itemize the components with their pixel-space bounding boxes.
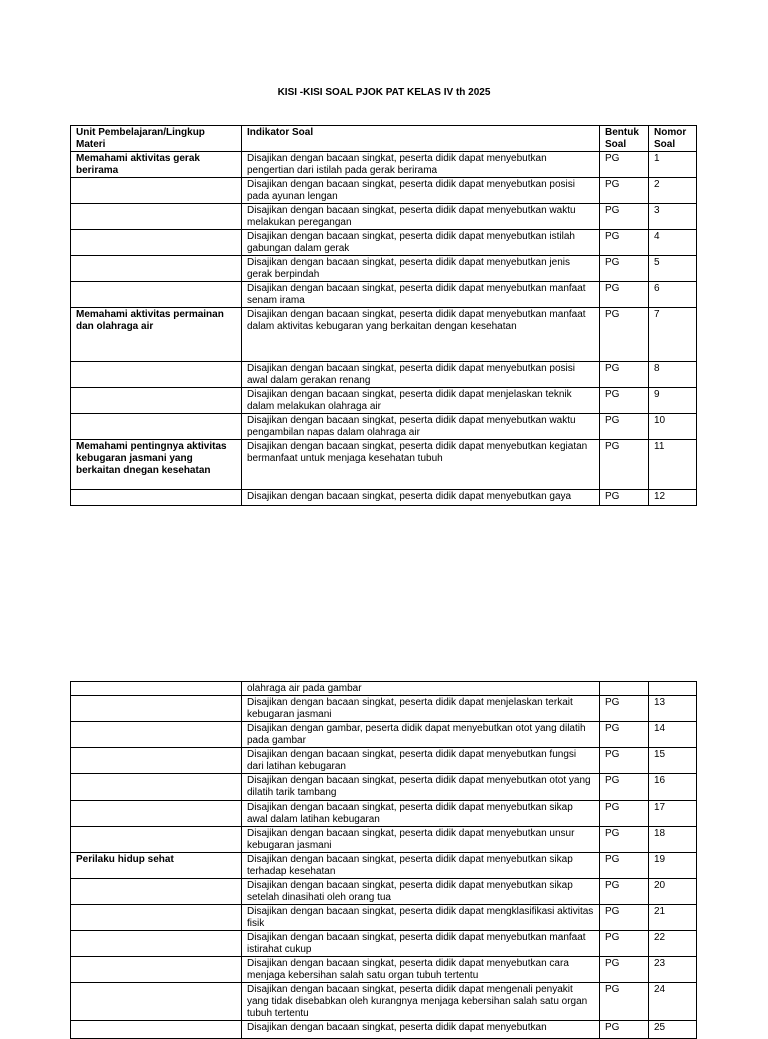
table-body-page-1 [71,152,697,506]
indikator-cell: Disajikan dengan bacaan singkat, peserta didik dapat menyebutkan sikap awal dalam latihan kebugaran [242,801,600,827]
bentuk-cell: PG [600,256,649,282]
table-row [71,827,697,853]
nomor-cell: 13 [649,696,697,722]
table-row [71,853,697,879]
unit-cell [71,722,242,748]
table-row [71,722,697,748]
nomor-cell: 22 [649,931,697,957]
unit-cell [71,801,242,827]
unit-cell [71,983,242,1021]
indikator-cell: Disajikan dengan bacaan singkat, peserta didik dapat menjelaskan terkait kebugaran jasmani [242,696,600,722]
bentuk-cell: PG [600,722,649,748]
bentuk-cell: PG [600,774,649,801]
indikator-cell: Disajikan dengan bacaan singkat, peserta didik dapat menyebutkan manfaat dalam aktivitas kebugaran yang berkaitan dengan kesehatan [242,308,600,362]
bentuk-cell: PG [600,827,649,853]
bentuk-cell: PG [600,490,649,506]
indikator-cell: Disajikan dengan bacaan singkat, peserta didik dapat menyebutkan [242,1021,600,1039]
header-nomor: Nomor Soal [649,126,697,152]
unit-cell: Memahami aktivitas permainan dan olahraga air [71,308,242,362]
nomor-cell: 24 [649,983,697,1021]
bentuk-cell: PG [600,957,649,983]
unit-cell [71,178,242,204]
bentuk-cell: PG [600,853,649,879]
nomor-cell: 17 [649,801,697,827]
table-row [71,388,697,414]
unit-cell: Memahami aktivitas gerak berirama [71,152,242,178]
indikator-cell: Disajikan dengan bacaan singkat, peserta didik dapat menyebutkan sikap setelah dinasihati oleh orang tua [242,879,600,905]
indikator-cell: Disajikan dengan bacaan singkat, peserta didik dapat mengklasifikasi aktivitas fisik [242,905,600,931]
unit-cell [71,388,242,414]
bentuk-cell: PG [600,696,649,722]
indikator-cell: Disajikan dengan bacaan singkat, peserta didik dapat menjelaskan teknik dalam melakukan olahraga air [242,388,600,414]
unit-cell [71,414,242,440]
header-indikator: Indikator Soal [242,126,600,152]
nomor-cell: 15 [649,748,697,774]
table-row [71,230,697,256]
unit-cell [71,774,242,801]
table-row [71,440,697,490]
nomor-cell: 18 [649,827,697,853]
indikator-cell: Disajikan dengan bacaan singkat, peserta didik dapat menyebutkan posisi awal dalam gerakan renang [242,362,600,388]
bentuk-cell: PG [600,983,649,1021]
table-row [71,801,697,827]
table-body-page-2 [71,682,697,1039]
indikator-cell: Disajikan dengan bacaan singkat, peserta didik dapat menyebutkan kegiatan bermanfaat untuk menjaga kesehatan tubuh [242,440,600,490]
bentuk-cell: PG [600,152,649,178]
indikator-cell: Disajikan dengan bacaan singkat, peserta didik dapat mengenali penyakit yang tidak disebabkan oleh kurangnya menjaga kebersihan salah satu organ tubuh tertentu [242,983,600,1021]
nomor-cell: 11 [649,440,697,490]
table-row [71,983,697,1021]
table-row [71,256,697,282]
nomor-cell: 14 [649,722,697,748]
indikator-cell: Disajikan dengan bacaan singkat, peserta didik dapat menyebutkan posisi pada ayunan lengan [242,178,600,204]
kisi-kisi-table-page-1 [70,125,697,506]
document-title: KISI -KISI SOAL PJOK PAT KELAS IV th 2025 [277,87,491,98]
indikator-cell: Disajikan dengan bacaan singkat, peserta didik dapat menyebutkan waktu melakukan peregangan [242,204,600,230]
nomor-cell [649,682,697,696]
indikator-cell: olahraga air pada gambar [242,682,600,696]
unit-cell [71,682,242,696]
table-row [71,490,697,506]
table-row [71,178,697,204]
nomor-cell: 21 [649,905,697,931]
nomor-cell: 4 [649,230,697,256]
table-row [71,931,697,957]
nomor-cell: 7 [649,308,697,362]
nomor-cell: 3 [649,204,697,230]
unit-cell [71,282,242,308]
indikator-cell: Disajikan dengan bacaan singkat, peserta didik dapat menyebutkan fungsi dari latihan kebugaran [242,748,600,774]
indikator-cell: Disajikan dengan bacaan singkat, peserta didik dapat menyebutkan jenis gerak berpindah [242,256,600,282]
table-row [71,905,697,931]
bentuk-cell: PG [600,282,649,308]
bentuk-cell: PG [600,204,649,230]
unit-cell [71,256,242,282]
bentuk-cell: PG [600,440,649,490]
table-row [71,774,697,801]
table-row [71,282,697,308]
nomor-cell: 10 [649,414,697,440]
unit-cell [71,748,242,774]
unit-cell [71,879,242,905]
bentuk-cell: PG [600,748,649,774]
indikator-cell: Disajikan dengan bacaan singkat, peserta didik dapat menyebutkan manfaat senam irama [242,282,600,308]
indikator-cell: Disajikan dengan bacaan singkat, peserta didik dapat menyebutkan otot yang dilatih tarik tambang [242,774,600,801]
bentuk-cell: PG [600,879,649,905]
kisi-kisi-table-page-2 [70,681,697,1039]
nomor-cell: 5 [649,256,697,282]
bentuk-cell: PG [600,931,649,957]
table-row [71,362,697,388]
bentuk-cell: PG [600,388,649,414]
table-row [71,957,697,983]
indikator-cell: Disajikan dengan bacaan singkat, peserta didik dapat menyebutkan istilah gabungan dalam gerak [242,230,600,256]
bentuk-cell: PG [600,362,649,388]
indikator-cell: Disajikan dengan bacaan singkat, peserta didik dapat menyebutkan pengertian dari istilah pada gerak berirama [242,152,600,178]
nomor-cell: 20 [649,879,697,905]
indikator-cell: Disajikan dengan bacaan singkat, peserta didik dapat menyebutkan waktu pengambilan napas dalam olahraga air [242,414,600,440]
bentuk-cell: PG [600,308,649,362]
nomor-cell: 8 [649,362,697,388]
unit-cell [71,905,242,931]
table-header-row [71,126,697,152]
bentuk-cell: PG [600,905,649,931]
nomor-cell: 9 [649,388,697,414]
table-row [71,879,697,905]
header-unit: Unit Pembelajaran/Lingkup Materi [71,126,242,152]
nomor-cell: 19 [649,853,697,879]
nomor-cell: 6 [649,282,697,308]
table-row [71,1021,697,1039]
indikator-cell: Disajikan dengan bacaan singkat, peserta didik dapat menyebutkan sikap terhadap kesehatan [242,853,600,879]
nomor-cell: 2 [649,178,697,204]
nomor-cell: 16 [649,774,697,801]
unit-cell: Memahami pentingnya aktivitas kebugaran jasmani yang berkaitan dnegan kesehatan [71,440,242,490]
table-row [71,204,697,230]
nomor-cell: 25 [649,1021,697,1039]
table-row [71,308,697,362]
nomor-cell: 12 [649,490,697,506]
unit-cell [71,827,242,853]
bentuk-cell: PG [600,178,649,204]
indikator-cell: Disajikan dengan bacaan singkat, peserta didik dapat menyebutkan manfaat istirahat cukup [242,931,600,957]
unit-cell [71,490,242,506]
unit-cell [71,1021,242,1039]
nomor-cell: 23 [649,957,697,983]
bentuk-cell [600,682,649,696]
unit-cell [71,230,242,256]
unit-cell [71,362,242,388]
table-row [71,696,697,722]
indikator-cell: Disajikan dengan bacaan singkat, peserta didik dapat menyebutkan gaya [242,490,600,506]
table-row [71,414,697,440]
nomor-cell: 1 [649,152,697,178]
unit-cell [71,696,242,722]
bentuk-cell: PG [600,414,649,440]
table-row [71,152,697,178]
unit-cell [71,957,242,983]
indikator-cell: Disajikan dengan gambar, peserta didik dapat menyebutkan otot yang dilatih pada gambar [242,722,600,748]
bentuk-cell: PG [600,801,649,827]
bentuk-cell: PG [600,1021,649,1039]
unit-cell: Perilaku hidup sehat [71,853,242,879]
unit-cell [71,931,242,957]
bentuk-cell: PG [600,230,649,256]
table-row [71,682,697,696]
indikator-cell: Disajikan dengan bacaan singkat, peserta didik dapat menyebutkan cara menjaga kebersihan salah satu organ tubuh tertentu [242,957,600,983]
header-bentuk: Bentuk Soal [600,126,649,152]
table-row [71,748,697,774]
indikator-cell: Disajikan dengan bacaan singkat, peserta didik dapat menyebutkan unsur kebugaran jasmani [242,827,600,853]
unit-cell [71,204,242,230]
